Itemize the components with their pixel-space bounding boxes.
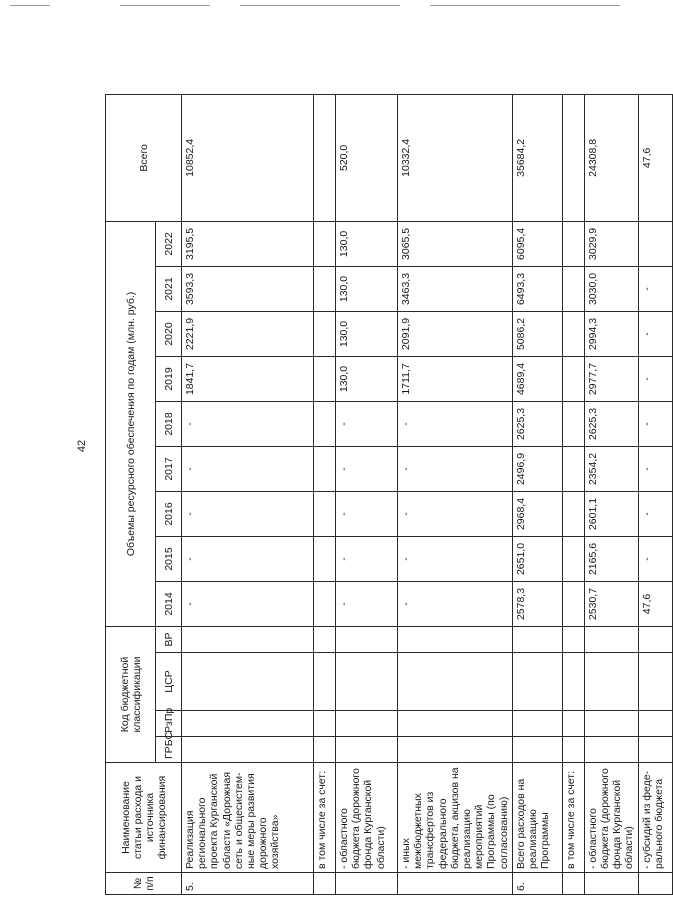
value-cell: 3065,5	[398, 221, 513, 266]
row-name: Всего расходов на реализацию Программы	[512, 763, 562, 873]
value-cell: -	[398, 401, 513, 446]
value-cell	[638, 221, 672, 266]
value-cell: 6095,4	[512, 221, 562, 266]
row-number	[314, 873, 336, 895]
row-name: - областного бюджета (дорожного фонда Курганской области)	[336, 763, 398, 873]
value-cell: 47,6	[638, 581, 672, 626]
value-cell: -	[638, 356, 672, 401]
value-cell: -	[638, 536, 672, 581]
value-cell: 1841,7	[182, 356, 314, 401]
value-cell: 2968,4	[512, 491, 562, 536]
table-row	[562, 94, 584, 894]
row-name: - субсидий из феде-рального бюджета	[638, 763, 672, 873]
table-row	[584, 94, 638, 894]
row-name: - областного бюджета (дорожного фонда Курганской области)	[584, 763, 638, 873]
value-cell: -	[638, 266, 672, 311]
value-cell: 2165,6	[584, 536, 638, 581]
table-row	[182, 94, 314, 894]
value-cell: -	[336, 581, 398, 626]
value-cell: 4689,4	[512, 356, 562, 401]
value-cell: -	[336, 536, 398, 581]
value-cell: -	[336, 401, 398, 446]
value-cell: 3593,3	[182, 266, 314, 311]
value-cell: -	[182, 446, 314, 491]
value-cell: 130,0	[336, 266, 398, 311]
value-cell: 130,0	[336, 356, 398, 401]
value-cell: 3463,3	[398, 266, 513, 311]
header-number: № п/п	[106, 873, 182, 895]
budget-table	[105, 94, 673, 895]
total-cell: 520,0	[336, 94, 398, 221]
value-cell: 2625,3	[512, 401, 562, 446]
value-cell: 1711,7	[398, 356, 513, 401]
value-cell: 130,0	[336, 221, 398, 266]
header-code-rzpr: РзПр	[156, 711, 182, 737]
value-cell: 2221,9	[182, 311, 314, 356]
row-name: в том числе за счет:	[314, 763, 336, 873]
value-cell: -	[398, 581, 513, 626]
row-name: - иных межбюджетных трансфертов из федерального бюджета, акцизов на реализацию мероприятий Программы (по согласованию)	[398, 763, 513, 873]
value-cell: 2530,7	[584, 581, 638, 626]
value-cell: 2091,9	[398, 311, 513, 356]
value-cell: 5086,2	[512, 311, 562, 356]
value-cell: -	[336, 446, 398, 491]
row-number: 6.	[512, 873, 562, 895]
value-cell: 2994,3	[584, 311, 638, 356]
value-cell: -	[182, 536, 314, 581]
header-year: 2022	[156, 221, 182, 266]
rotated-page	[105, 95, 665, 895]
table-row	[398, 94, 513, 894]
total-cell: 47,6	[638, 94, 672, 221]
total-cell: 10852,4	[182, 94, 314, 221]
value-cell: 130,0	[336, 311, 398, 356]
row-number	[336, 873, 398, 895]
header-code-grbs: ГРБС	[156, 737, 182, 763]
code-cell	[182, 711, 314, 737]
table-row	[314, 94, 336, 894]
value-cell: -	[182, 401, 314, 446]
value-cell: -	[398, 536, 513, 581]
header-year: 2015	[156, 536, 182, 581]
row-name: в том числе за счет:	[562, 763, 584, 873]
table-row	[638, 94, 672, 894]
header-code-vr: ВР	[156, 626, 182, 652]
scan-mark	[430, 5, 620, 6]
row-number	[638, 873, 672, 895]
header-year: 2017	[156, 446, 182, 491]
value-cell: 2354,2	[584, 446, 638, 491]
value-cell: -	[398, 491, 513, 536]
header-years-group: Объемы ресурсного обеспечения по годам (млн. руб.)	[106, 221, 156, 626]
value-cell: -	[638, 311, 672, 356]
value-cell: 6493,3	[512, 266, 562, 311]
code-cell	[182, 653, 314, 711]
value-cell: 2578,3	[512, 581, 562, 626]
value-cell: 2601,1	[584, 491, 638, 536]
header-year: 2018	[156, 401, 182, 446]
value-cell: -	[182, 491, 314, 536]
total-cell: 10332,4	[398, 94, 513, 221]
value-cell: -	[638, 446, 672, 491]
value-cell: -	[182, 581, 314, 626]
value-cell: 2651,0	[512, 536, 562, 581]
row-number	[584, 873, 638, 895]
table-row	[512, 94, 562, 894]
value-cell: -	[398, 446, 513, 491]
row-number	[398, 873, 513, 895]
scan-mark	[120, 5, 210, 6]
value-cell: 2625,3	[584, 401, 638, 446]
value-cell: -	[638, 401, 672, 446]
value-cell: 2496,9	[512, 446, 562, 491]
value-cell: 3195,5	[182, 221, 314, 266]
header-year: 2020	[156, 311, 182, 356]
value-cell: -	[638, 491, 672, 536]
table-row	[336, 94, 398, 894]
row-number: 5.	[182, 873, 314, 895]
row-name: Реализация регионального проекта Курганской области «Дорожная сеть и общесистем-ные меры развития дорожного хозяйства»	[182, 763, 314, 873]
value-cell: 2977,7	[584, 356, 638, 401]
header-total: Всего	[106, 94, 182, 221]
value-cell: -	[336, 491, 398, 536]
header-year: 2016	[156, 491, 182, 536]
total-cell: 24308,8	[584, 94, 638, 221]
code-cell	[182, 737, 314, 763]
scan-mark	[10, 5, 50, 6]
header-year: 2021	[156, 266, 182, 311]
code-cell	[182, 626, 314, 652]
value-cell: 3029,9	[584, 221, 638, 266]
value-cell: 3030,0	[584, 266, 638, 311]
page-number: 42	[76, 439, 88, 453]
header-code-group: Код бюджетной классификации	[106, 626, 156, 762]
header-year: 2014	[156, 581, 182, 626]
header-name: Наименование статьи расхода и источника финансирования	[106, 763, 182, 873]
total-cell: 35684,2	[512, 94, 562, 221]
header-code-csr: ЦСР	[156, 653, 182, 711]
scan-mark	[240, 5, 400, 6]
header-year: 2019	[156, 356, 182, 401]
row-number	[562, 873, 584, 895]
